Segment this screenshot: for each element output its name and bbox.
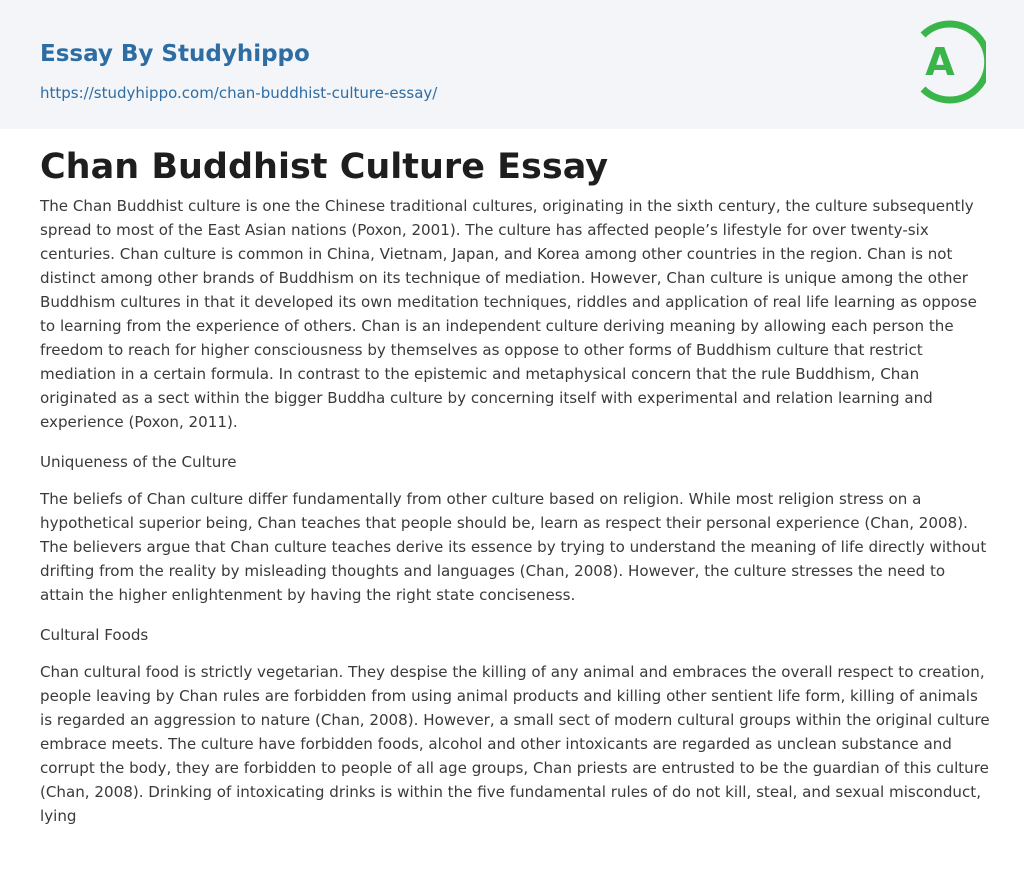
essay-body — [40, 194, 990, 844]
site-brand[interactable]: Essay By Studyhippo — [40, 41, 310, 67]
page-title: Chan Buddhist Culture Essay — [40, 147, 609, 187]
essay-paragraph: Chan cultural food is strictly vegetarian. They despise the killing of any animal and embraces the overall respect to creation, people leaving by Chan rules are forbidden from using animal products and killing other sentient life form, killing of animals is regarded an aggression to nature (Chan, 2008). However, a small sect of modern cultural groups within the original culture embrace meets. The culture have forbidden foods, alcohol and other intoxicants are regarded as unclean substance and corrupt the body, they are forbidden to people of all age groups, Chan priests are entrusted to be the guardian of this culture (Chan, 2008). Drinking of intoxicating drinks is within the five fundamental rules of do not kill, steal, and sexual misconduct, lying — [40, 663, 990, 825]
essay-paragraph: The beliefs of Chan culture differ fundamentally from other culture based on religion. While most religion stress on a hypothetical superior being, Chan teaches that people should be, learn as respect their personal experience (Chan, 2008). The believers argue that Chan culture teaches derive its essence by trying to understand the meaning of life directly without drifting from the reality by misleading thoughts and languages (Chan, 2008). However, the culture stresses the need to attain the higher enlightenment by having the right state conciseness. — [40, 490, 987, 604]
logo-icon — [912, 20, 986, 104]
studyhippo-logo[interactable] — [912, 20, 986, 104]
logo-letter: A — [925, 40, 955, 84]
section-heading: Uniqueness of the Culture — [40, 453, 237, 471]
site-header — [0, 0, 1024, 129]
section-heading: Cultural Foods — [40, 626, 149, 644]
page-url-link[interactable]: https://studyhippo.com/chan-buddhist-culture-essay/ — [40, 84, 438, 102]
essay-paragraph: The Chan Buddhist culture is one the Chinese traditional cultures, originating in the sixth century, the culture subsequently spread to most of the East Asian nations (Poxon, 2001). The culture has affected people’s lifestyle for over twenty-six centuries. Chan culture is common in China, Vietnam, Japan, and Korea among other countries in the region. Chan is not distinct among other brands of Buddhism on its technique of mediation. However, Chan culture is unique among the other Buddhism cultures in that it developed its own meditation techniques, riddles and application of real life learning as oppose to learning from the experience of others. Chan is an independent culture deriving meaning by allowing each person the freedom to reach for higher consciousness by themselves as oppose to other forms of Buddhism culture that restrict mediation in a certain formula. In contrast to the epistemic and metaphysical concern that the rule Buddhism, Chan originated as a sect within the bigger Buddha culture by concerning itself with experimental and relation learning and experience (Poxon, 2011). — [40, 197, 977, 431]
